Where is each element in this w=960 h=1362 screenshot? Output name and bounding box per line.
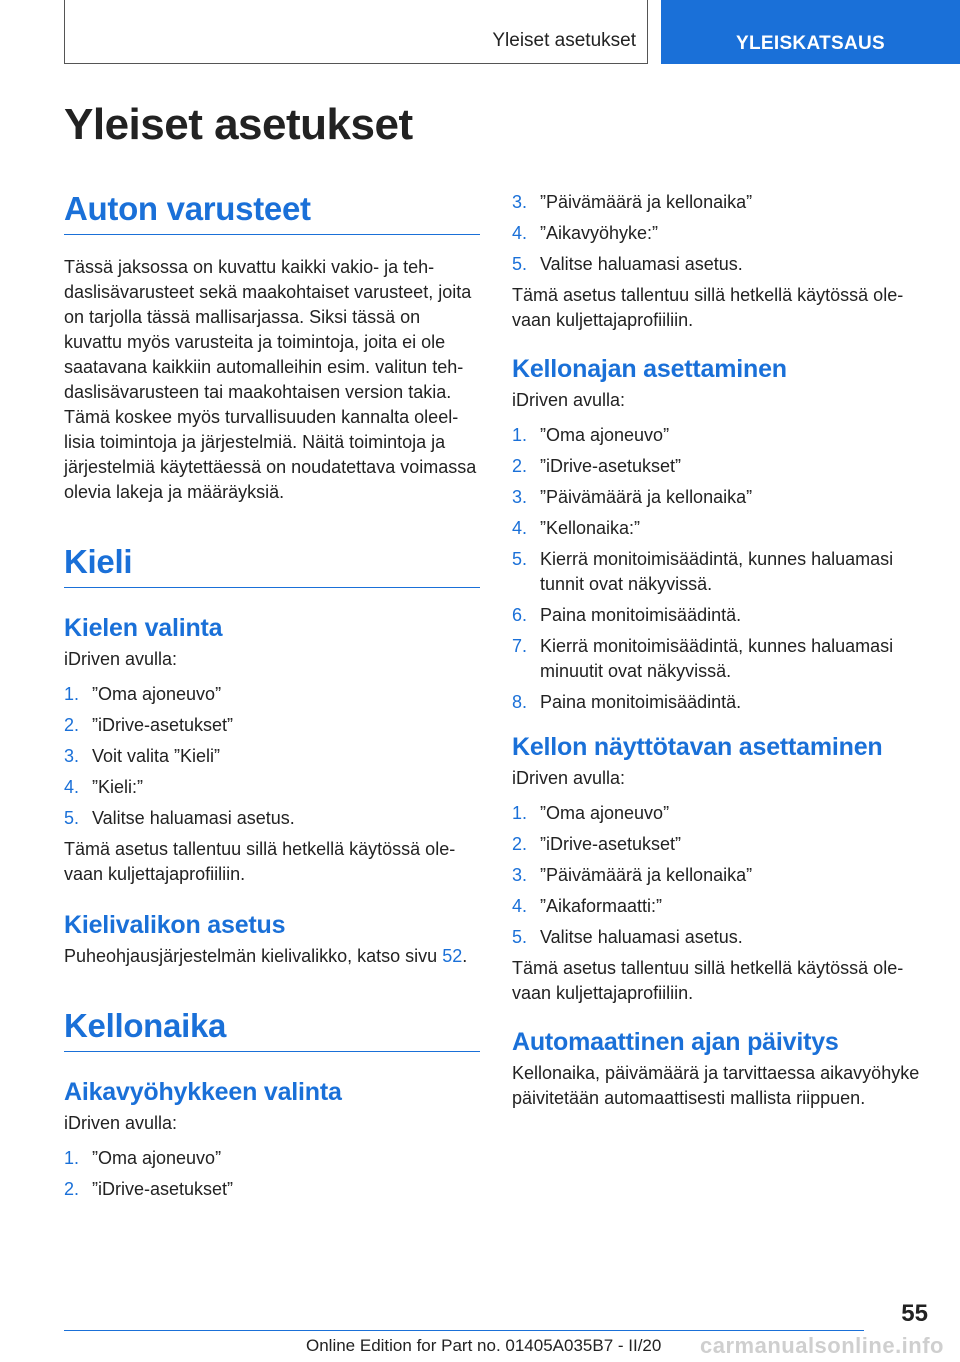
list-item: 8. Paina monitoimisäädintä. xyxy=(512,692,742,712)
heading-kieli: Kieli xyxy=(64,543,480,588)
list-item: 5. Kierrä monitoimisäädintä, kunnes haluamasi tunnit ovat näkyvissä. xyxy=(512,549,894,594)
nayttotapa-steps xyxy=(512,801,928,950)
kellonajan-steps xyxy=(512,423,928,715)
heading-auton-varusteet: Auton varusteet xyxy=(64,190,480,235)
kielivalikon-body: Puheohjausjärjestelmän kielivalikko, katso sivu 52. xyxy=(64,946,468,966)
list-item: 2. ”iDrive-asetukset” xyxy=(512,834,682,854)
list-item: 5. Valitse haluamasi asetus. xyxy=(512,927,743,947)
list-item: 3. ”Päivämäärä ja kellonaika” xyxy=(512,865,753,885)
heading-kellonaika: Kellonaika xyxy=(64,1007,480,1052)
list-item: 4. ”Kieli:” xyxy=(64,777,144,797)
nayttotapa-intro: iDriven avulla: xyxy=(512,768,626,788)
header-tab-overview[interactable]: YLEISKATSAUS xyxy=(661,0,960,64)
page-link-52[interactable]: 52 xyxy=(442,946,463,966)
list-item: 4. ”Kellonaika:” xyxy=(512,518,641,538)
auton-varusteet-body: Tässä jaksossa on kuvattu kaikki vakio- ja tehdaslisävarusteet sekä maakohtaiset varusteet, joita on tarjolla tässä mallisarjassa. Siksi tässä on kuvattu myös varusteita ja toimintoja, joita ei ole saatavana kaikkiin automalleihin esim. valitun tehdaslisävarusteen tai maakohtaisen version takia. Tämä koskee myös turvallisuuden kannalta oleellisia toimintoja ja järjestelmiä. Näitä toimintoja ja järjestelmiä käytettäessä on noudatettava voimassa olevia lakeja ja määräyksiä. xyxy=(64,257,477,502)
list-item: 1. ”Oma ajoneuvo” xyxy=(64,684,222,704)
kellonajan-intro: iDriven avulla: xyxy=(512,390,626,410)
aikavyohyke-steps xyxy=(64,1146,480,1202)
list-item: 3. ”Päivämäärä ja kellonaika” xyxy=(512,192,753,212)
heading-kielivalikon-asetus: Kielivalikon asetus xyxy=(64,911,286,939)
heading-kellonajan-asettaminen: Kellonajan asettaminen xyxy=(512,355,787,383)
list-item: 6. Paina monitoimisäädintä. xyxy=(512,605,742,625)
list-item: 3. Voit valita ”Kieli” xyxy=(64,746,221,766)
footer-divider xyxy=(64,1330,864,1331)
aikavyohyke-note: Tämä asetus tallentuu sillä hetkellä käytössä olevaan kuljettajaprofiiliin. xyxy=(512,285,904,330)
aikavyohyke-steps-cont xyxy=(512,190,928,277)
automaattinen-body: Kellonaika, päivämäärä ja tarvittaessa aikavyöhyke päivitetään automaattisesti mallista riippuen. xyxy=(512,1063,920,1108)
list-item: 4. ”Aikaformaatti:” xyxy=(512,896,663,916)
list-item: 3. ”Päivämäärä ja kellonaika” xyxy=(512,487,753,507)
aikavyohyke-intro: iDriven avulla: xyxy=(64,1113,178,1133)
watermark: carmanualsonline.info xyxy=(700,1333,944,1358)
heading-aikavyohykkeen-valinta: Aikavyöhykkeen valinta xyxy=(64,1078,342,1106)
list-item: 1. ”Oma ajoneuvo” xyxy=(512,803,670,823)
list-item: 5. Valitse haluamasi asetus. xyxy=(64,808,295,828)
heading-kellon-nayttotavan-asettaminen: Kellon näyttötavan asettaminen xyxy=(512,733,883,761)
left-column xyxy=(64,190,480,1208)
list-item: 2. ”iDrive-asetukset” xyxy=(64,1179,234,1199)
list-item: 1. ”Oma ajoneuvo” xyxy=(64,1148,222,1168)
kielen-valinta-steps xyxy=(64,682,480,831)
right-column xyxy=(512,190,928,1111)
heading-kielen-valinta: Kielen valinta xyxy=(64,614,223,642)
list-item: 4. ”Aikavyöhyke:” xyxy=(512,223,659,243)
list-item: 7. Kierrä monitoimisäädintä, kunnes haluamasi minuutit ovat näkyvissä. xyxy=(512,636,894,681)
list-item: 1. ”Oma ajoneuvo” xyxy=(512,425,670,445)
kielen-valinta-note: Tämä asetus tallentuu sillä hetkellä käytössä olevaan kuljettajaprofiiliin. xyxy=(64,839,456,884)
list-item: 2. ”iDrive-asetukset” xyxy=(512,456,682,476)
edition-text: Online Edition for Part no. 01405A035B7 - II/20 xyxy=(306,1336,662,1355)
page-number: 55 xyxy=(901,1300,928,1327)
heading-automaattinen-ajan-paivitys: Automaattinen ajan päivitys xyxy=(512,1028,839,1056)
page-title: Yleiset asetukset xyxy=(64,100,413,149)
kielen-valinta-intro: iDriven avulla: xyxy=(64,649,178,669)
nayttotapa-note: Tämä asetus tallentuu sillä hetkellä käytössä olevaan kuljettajaprofiiliin. xyxy=(512,958,904,1003)
header-section-title: Yleiset asetukset xyxy=(492,30,636,51)
list-item: 2. ”iDrive-asetukset” xyxy=(64,715,234,735)
list-item: 5. Valitse haluamasi asetus. xyxy=(512,254,743,274)
